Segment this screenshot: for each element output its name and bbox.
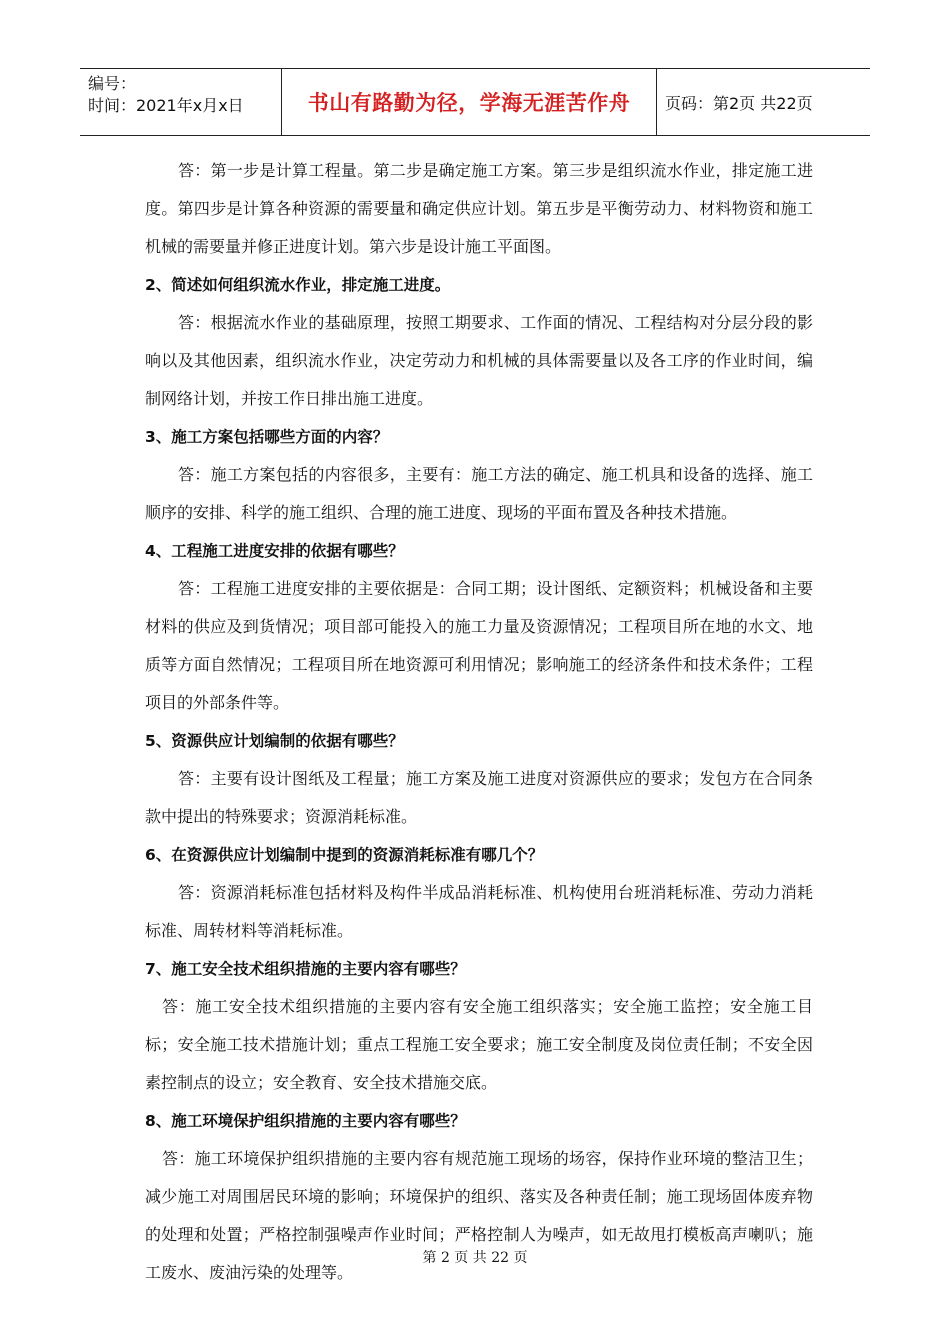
question-6: 6、在资源供应计划编制中提到的资源消耗标准有哪几个？	[145, 846, 544, 864]
question-8: 8、施工环境保护组织措施的主要内容有哪些？	[145, 1112, 466, 1130]
answer-7: 答：施工安全技术组织措施的主要内容有安全施工组织落实；安全施工监控；安全施工目标；安全施工技术措施计划；重点工程施工安全要求；施工安全制度及岗位责任制；不安全因素控制点的设立；安全教育、安全技术措施交底。	[145, 997, 813, 1092]
page-header	[80, 68, 870, 136]
doc-number-label: 编号：	[88, 74, 137, 93]
answer-6: 答：资源消耗标准包括材料及构件半成品消耗标准、机构使用台班消耗标准、劳动力消耗标准、周转材料等消耗标准。	[145, 883, 813, 940]
header-motto: 书山有路勤为径，学海无涯苦作舟	[282, 69, 657, 135]
question-7: 7、施工安全技术组织措施的主要内容有哪些？	[145, 960, 466, 978]
question-5: 5、资源供应计划编制的依据有哪些？	[145, 732, 404, 750]
answer-2: 答：根据流水作业的基础原理，按照工期要求、工作面的情况、工程结构对分层分段的影响以及其他因素，组织流水作业，决定劳动力和机械的具体需要量以及各工序的作业时间，编制网络计划，并按工作日排出施工进度。	[145, 313, 813, 408]
answer-3: 答：施工方案包括的内容很多，主要有：施工方法的确定、施工机具和设备的选择、施工顺序的安排、科学的施工组织、合理的施工进度、现场的平面布置及各种技术措施。	[145, 465, 813, 522]
header-meta	[80, 69, 282, 135]
answer-8: 答：施工环境保护组织措施的主要内容有规范施工现场的场容，保持作业环境的整洁卫生；减少施工对周围居民环境的影响；环境保护的组织、落实及各种责任制；施工现场固体废弃物的处理和处置；严格控制强噪声作业时间；严格控制人为噪声，如无故甩打模板高声喇叭；施工废水、废油污染的处理等。	[145, 1149, 813, 1282]
answer-4: 答：工程施工进度安排的主要依据是：合同工期；设计图纸、定额资料；机械设备和主要材料的供应及到货情况；项目部可能投入的施工力量及资源情况；工程项目所在地的水文、地质等方面自然情况；工程项目所在地资源可利用情况；影响施工的经济条件和技术条件；工程项目的外部条件等。	[145, 579, 813, 712]
answer-5: 答：主要有设计图纸及工程量；施工方案及施工进度对资源供应的要求；发包方在合同条款中提出的特殊要求；资源消耗标准。	[145, 769, 813, 826]
doc-date: 时间：2021年x月x日	[88, 96, 244, 115]
question-3: 3、施工方案包括哪些方面的内容？	[145, 428, 389, 446]
header-page-info: 页码：第2页 共22页	[665, 93, 813, 113]
document-body	[145, 152, 813, 1292]
question-2: 2、简述如何组织流水作业，排定施工进度。	[145, 276, 451, 294]
question-4: 4、工程施工进度安排的依据有哪些？	[145, 542, 404, 560]
page-footer: 第 2 页 共 22 页	[422, 1250, 528, 1266]
answer-1: 答：第一步是计算工程量。第二步是确定施工方案。第三步是组织流水作业，排定施工进度。第四步是计算各种资源的需要量和确定供应计划。第五步是平衡劳动力、材料物资和施工机械的需要量并修正进度计划。第六步是设计施工平面图。	[145, 161, 813, 256]
